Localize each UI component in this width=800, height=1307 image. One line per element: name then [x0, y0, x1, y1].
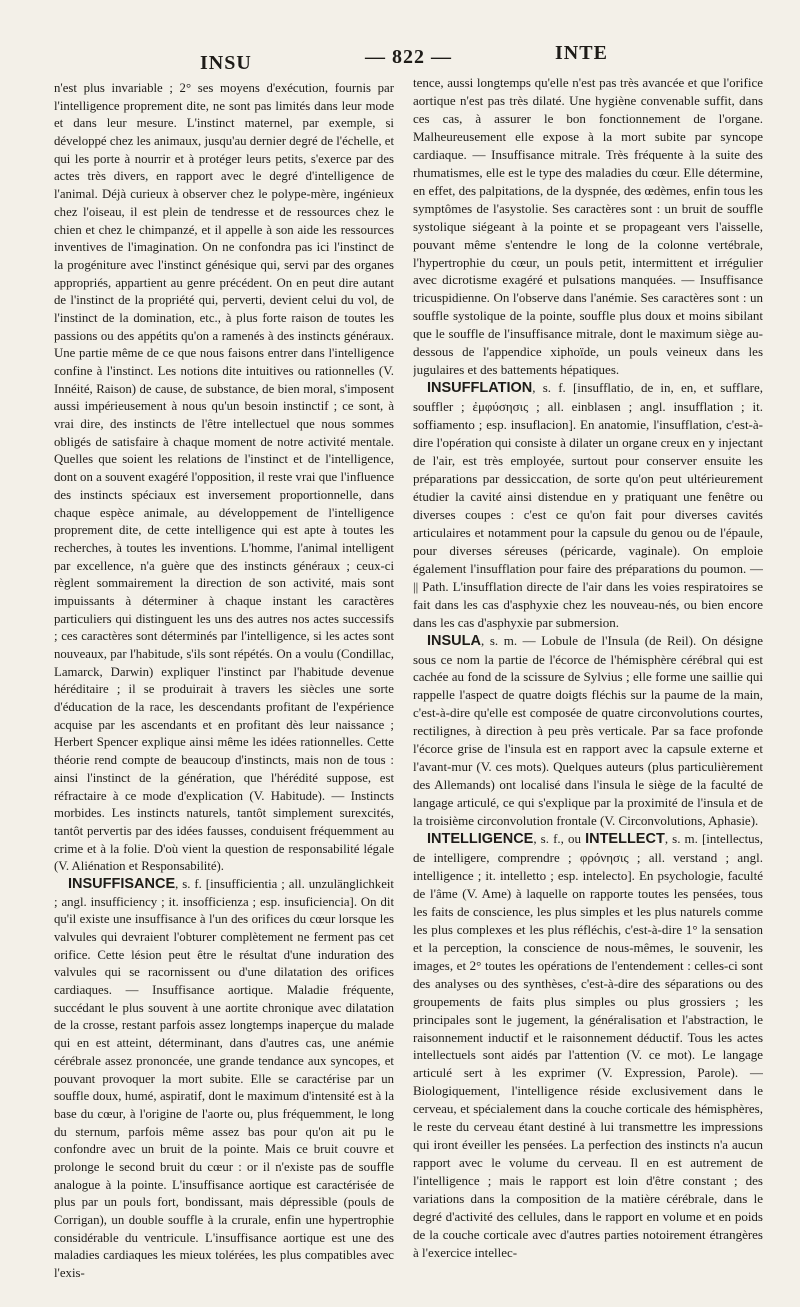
- left-column: [54, 80, 394, 1285]
- right-column: [413, 74, 763, 1285]
- entry-intelligence-text: , s. m. [intellectus, de intelligere, comprendre ; φρόνησις ; all. verstand ; angl. intelligence ; it. intelletto ; esp. intelecto]. En psychologie, faculté de l'âme (V. Ame) à laquelle on rapporte toutes les pensées, tous les faits de conscience, les plus simples et les plus naturels comme les plus complexes et les plus réfléchis, c'est-à-dire 1° la sensation et la perception, la conscience de nous-mêmes, le souvenir, les images, et 2° toutes les opérations de l'entendement : celles-ci sont des analyses ou des synthèses, c'est-à-dire des séparations ou des groupements de faits plus simples ou plus grossiers ; les principales sont le jugement, la généralisation et l'abstraction, le raisonnement inductif et le raisonnement déductif. Tous les actes intellectuels sont aidés par l'attention (V. ce mot). Le langage articulé sert à les exprimer (V. Expression, Parole). — Biologiquement, l'intelligence réside exclusivement dans le cerveau, et spécialement dans la couche corticale des hémisphères, le reste du cerveau étant destiné à lui transmettre les impressions qui iront éveiller les pensées. La perfection des instincts n'a aucun rapport avec le volume du cerveau. Il en est autrement de l'intelligence ; mais le rapport est loin d'être constant ; des variations dans la composition de la matière cérébrale, dans le degré d'activité des cellules, dans le rapport en volume et en poids de la couche corticale avec d'autres parties notoirement étrangères à l'exercice intellec-: [413, 831, 763, 1260]
- headword-insufflation: INSUFFLATION: [427, 380, 533, 397]
- entry-intelligence-connector: , s. f., ou: [533, 831, 586, 847]
- page-number: — 822 —: [365, 46, 452, 68]
- entry-insuffisance-text: , s. f. [insufficientia ; all. unzulänglichkeit ; angl. insufficiency ; it. insofficienza ; esp. insuficiencia]. On dit qu'il existe une insuffisance à l'un des orifices du cœur lorsque les valvules qui devraient l'obturer complètement ne ferment pas cet orifice. Cette lésion peut être le résultat d'une induration des valvules qui se racornissent ou d'une dilatation des orifices cardiaques. — Insuffisance aortique. Maladie fréquente, succédant le plus souvent à une aortite chronique avec dilatation de la crosse, restant parfois assez longtemps inaperçue du malade qui en est atteint, déterminant, dans d'autres cas, une anémie cérébrale assez prononcée, une grande tendance aux syncopes, et pouvant provoquer la mort subite. Elle se caractérise par un souffle doux, humé, aspiratif, dont le maximum d'intensité est à la base du cœur, à l'origine de l'aorte ou, plus fréquemment, le long du sternum, parfois même assez bas pour qu'on ait pu le confondre avec un bruit de la pointe. Mais ce bruit couvre et prolonge le second bruit du cœur : or il n'existe pas de souffle analogue à la pointe. L'insuffisance aortique est caractérisée de plus par un pouls fort, bondissant, mais dépressible (pouls de Corrigan), un double souffle à la crurale, enfin une hypertrophie considérable du ventricule. L'insuffisance aortique est une des maladies cardiaques les mieux tolérées, les plus compatibles avec l'exis-: [54, 876, 394, 1281]
- page-header: [0, 42, 800, 72]
- instinct-continuation: n'est plus invariable ; 2° ses moyens d'exécution, fournis par l'intelligence proprement dite, ne sont pas limités dans leur mode et dans leur mesure. L'instinct maternel, par exemple, si développé chez les animaux, jusqu'au dernier degré de l'échelle, et qui les porte à nourrir et à protéger leurs petits, s'exerce par des actes très divers, en rapport avec le degré d'intelligence de l'animal. Déjà curieux à observer chez le polype-mère, ingénieux chez l'oiseau, il est plein de tendresse et de ressources chez le chien et chez le chimpanzé, et il appelle à son aide les ressources inventives de l'imagination. On ne confondra pas ici l'instinct de la progéniture avec l'instinct génésique qui, servi par des organes appropriés, appartient au genre précédent. On en peut dire autant de l'instinct de la propriété qui, perverti, devient celui du vol, de l'instinct de la domination, etc., à plus forte raison de toutes les passions ou des appétits qu'on a ramenés à des instincts généraux. Une partie même de ce que nous faisons entrer dans l'intelligence confine à l'instinct. Les notions dite intuitives ou rationnelles (V. Innéité, Raison) de cause, de substance, de bien moral, s'imposent aussi impérieusement à nous qu'un besoin instinctif ; ce sont, à vrai dire, des instincts de l'être intellectuel que nous sommes obligés de satisfaire à chaque moment de notre activité mentale. Quelles que soient les relations de l'instinct et de l'intelligence, dont on a souvent exagéré l'opposition, il reste vrai que l'influence des instincts spéciaux est inversement proportionnelle, dans chaque espèce animale, au développement de l'intelligence proprement dite, de cette intelligence qui est apte à toutes les recherches, à toutes les inventions. L'homme, l'animal intelligent par excellence, n'a guère que des instincts généraux ; ceux-ci règlent sommairement la direction de son activité, mais sont impuissants à déterminer à chaque instant les caractères particuliers qui distinguent les uns des autres nos actes successifs ; ces caractères sont déterminés par l'intelligence, si les actes sont nouveaux, par l'habitude, s'ils sont répétés. On a voulu (Condillac, Lamarck, Darwin) expliquer l'instinct par l'habitude devenue héréditaire ; il se produirait à travers les siècles une sorte d'éducation de la race, les descendants profitant de l'expérience acquise par les ascendants et en profitant dès leur naissance ; Herbert Spencer explique ainsi même les idées rationnelles. Cette théorie rend compte de beaucoup d'instincts, mais non de tous : ainsi l'instinct de la génération, que l'hérédité suppose, est réfractaire à ce mode d'explication (V. Habitude). — Instincts morbides. Les instincts naturels, tantôt simplement surexcités, tantôt pervertis par des idées fausses, conduisent fréquemment au crime et à la folie. D'où vient la question de responsabilité légale (V. Aliénation et Responsabilité).: [54, 81, 394, 874]
- header-right-guideword: INTE: [555, 42, 608, 64]
- insuffisance-continuation: tence, aussi longtemps qu'elle n'est pas très avancée et que l'orifice aortique n'est pas très dilaté. Une hygiène convenable suffit, dans ces cas, à assurer le bon fonctionnement de l'organe. Malheureusement elle expose à la mort subite par syncope cardiaque. — Insuffisance mitrale. Très fréquente à la suite des rhumatismes, elle est le type des maladies du cœur. Elle détermine, en effet, des palpitations, de la dyspnée, des œdèmes, enfin tous les symptômes de l'asystolie. Ses caractères sont : un bruit de souffle systolique siégeant à la pointe et se propageant vers l'aisselle, pouvant même s'entendre le long de la colonne vertébrale, l'hypertrophie du cœur, un pouls petit, intermittent et irrégulier avec dicrotisme exagéré et pulsations manquées. — Insuffisance tricuspidienne. On l'observe dans l'anémie. Ses caractères sont : un souffle systolique de la pointe, souffle plus doux et moins sibilant que le souffle de l'insuffisance mitrale, dont le maximum siège au-dessous de l'appendice xiphoïde, un pouls veineux dans les jugulaires et des battements hépatiques.: [413, 75, 763, 378]
- entry-intelligence: [413, 830, 763, 1262]
- entry-insula: [413, 632, 763, 830]
- headword-insuffisance: INSUFFISANCE: [68, 875, 176, 892]
- headword-intellect: INTELLECT: [585, 831, 665, 848]
- entry-insufflation-text: , s. f. [insufflatio, de in, en, et sufflare, souffler ; ἐμφύσησις ; all. einblasen ; angl. insufflation ; it. soffiamento ; esp. insuflacion]. En anatomie, l'insufflation, c'est-à-dire l'opération qui consiste à dilater un organe creux en y injectant de l'air, est très employée, surtout pour conserver ensuite les préparations par dessiccation, de sorte qu'on peut ultérieurement étudier la cavité ainsi distendue en y pratiquant une fenêtre ou diverses coupes : c'est ce qu'on fait pour diverses cavités articulaires et notamment pour la capsule du genou ou de l'épaule, pour diverses séreuses (péricarde, vaginale). On emploie également l'insufflation pour faire des préparations du poumon. — || Path. L'insufflation directe de l'air dans les voies respiratoires se fait dans les cas d'asphyxie chez les nouveau-nés, ou bien encore dans les cas d'asphyxie par submersion.: [413, 380, 763, 630]
- headword-insula: INSULA: [427, 632, 481, 649]
- header-left-guideword: INSU: [200, 52, 252, 74]
- entry-insufflation: [413, 379, 763, 631]
- entry-insula-text: , s. m. — Lobule de l'Insula (de Reil). On désigne sous ce nom la partie de l'écorce de l'hémisphère cérébral qui est cachée au fond de la scissure de Sylvius ; elle forme une saillie qui rappelle l'aspect de quatre doigts fléchis sur la paume de la main, c'est-à-dire qu'elle est composée de quatre circonvolutions courtes, rectilignes, à direction à peu près verticale. Par sa face profonde l'écorce grise de l'insula est en rapport avec la capsule externe et l'avant-mur (V. ces mots). Quelques auteurs (plus particulièrement des Allemands) ont localisé dans l'insula le siège de la faculté de langage articulé, ce qui s'explique par la proximité de l'insula et de la troisième circonvolution frontale (V. Circonvolutions, Aphasie).: [413, 632, 763, 829]
- headword-intelligence: INTELLIGENCE: [427, 831, 534, 848]
- entry-insuffisance: [54, 876, 394, 1283]
